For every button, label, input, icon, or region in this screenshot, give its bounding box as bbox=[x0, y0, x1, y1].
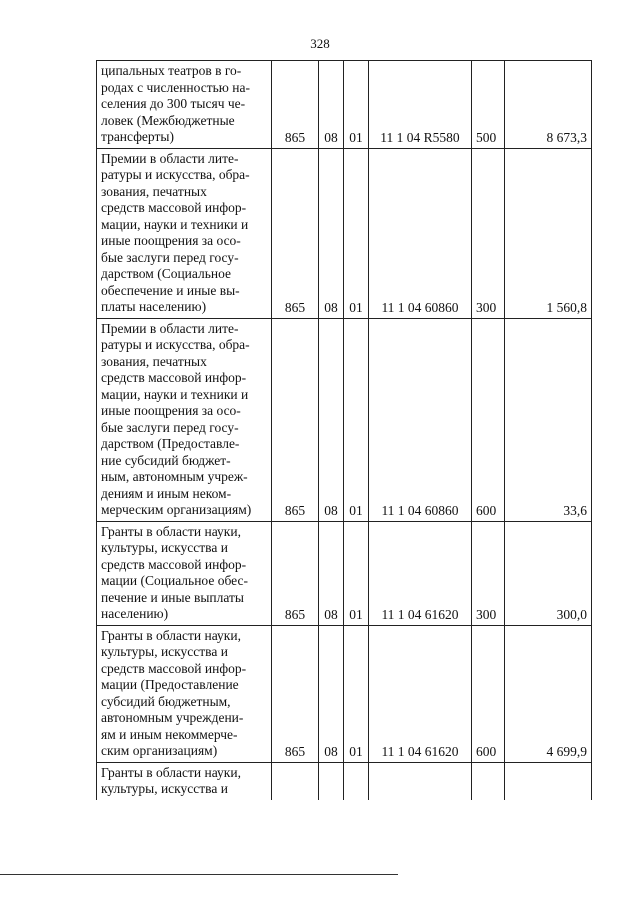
table-row bbox=[97, 61, 592, 149]
row-description: Премии в области лите- ратуры и искусства, обра- зования, печатных средств массовой инфор- мации, науки и техники и иные поощрения за осо- бые заслуги перед госу- дарством (Предоставле- ние субсидий бюджет- ным, автономным учреж- дениям и иным неком- мерческим организациям) bbox=[97, 318, 272, 521]
ministry-code: 865 bbox=[272, 148, 319, 318]
row-description: Гранты в области науки, культуры, искусства и bbox=[97, 762, 272, 800]
table-row bbox=[97, 148, 592, 318]
subsection-code: 01 bbox=[344, 148, 369, 318]
table-row bbox=[97, 625, 592, 762]
target-article-code: 11 1 04 60860 bbox=[369, 148, 472, 318]
expense-type-code: 300 bbox=[472, 521, 505, 625]
subsection-code: 01 bbox=[344, 61, 369, 149]
amount-value: 33,6 bbox=[505, 318, 592, 521]
section-code: 08 bbox=[319, 318, 344, 521]
expense-type-code bbox=[472, 762, 505, 800]
subsection-code: 01 bbox=[344, 625, 369, 762]
section-code: 08 bbox=[319, 625, 344, 762]
subsection-code bbox=[344, 762, 369, 800]
row-description: Гранты в области науки, культуры, искусства и средств массовой инфор- мации (Предоставление субсидий бюджетным, автономным учреждени- ям и иным некоммерче- ским организациям) bbox=[97, 625, 272, 762]
amount-value: 300,0 bbox=[505, 521, 592, 625]
table-row bbox=[97, 318, 592, 521]
row-description: Гранты в области науки, культуры, искусства и средств массовой инфор- мации (Социальное обес- печение и иные выплаты населению) bbox=[97, 521, 272, 625]
expense-type-code: 600 bbox=[472, 318, 505, 521]
budget-table bbox=[96, 60, 592, 800]
amount-value: 4 699,9 bbox=[505, 625, 592, 762]
expense-type-code: 600 bbox=[472, 625, 505, 762]
subsection-code: 01 bbox=[344, 521, 369, 625]
row-description: Премии в области лите- ратуры и искусства, обра- зования, печатных средств массовой инфор- мации, науки и техники и иные поощрения за осо- бые заслуги перед госу- дарством (Социальное обеспечение и иные вы- платы населению) bbox=[97, 148, 272, 318]
ministry-code: 865 bbox=[272, 318, 319, 521]
target-article-code bbox=[369, 762, 472, 800]
target-article-code: 11 1 04 60860 bbox=[369, 318, 472, 521]
table-row bbox=[97, 521, 592, 625]
section-code: 08 bbox=[319, 61, 344, 149]
ministry-code: 865 bbox=[272, 61, 319, 149]
amount-value bbox=[505, 762, 592, 800]
footnote-separator bbox=[0, 874, 398, 875]
section-code: 08 bbox=[319, 521, 344, 625]
section-code bbox=[319, 762, 344, 800]
expense-type-code: 500 bbox=[472, 61, 505, 149]
ministry-code bbox=[272, 762, 319, 800]
row-description: ципальных театров в го- родах с численностью на- селения до 300 тысяч че- ловек (Межбюджетные трансферты) bbox=[97, 61, 272, 149]
ministry-code: 865 bbox=[272, 625, 319, 762]
ministry-code: 865 bbox=[272, 521, 319, 625]
table-row-partial bbox=[97, 762, 592, 800]
target-article-code: 11 1 04 61620 bbox=[369, 625, 472, 762]
subsection-code: 01 bbox=[344, 318, 369, 521]
expense-type-code: 300 bbox=[472, 148, 505, 318]
amount-value: 1 560,8 bbox=[505, 148, 592, 318]
target-article-code: 11 1 04 61620 bbox=[369, 521, 472, 625]
target-article-code: 11 1 04 R5580 bbox=[369, 61, 472, 149]
amount-value: 8 673,3 bbox=[505, 61, 592, 149]
section-code: 08 bbox=[319, 148, 344, 318]
page-number: 328 bbox=[310, 36, 330, 51]
